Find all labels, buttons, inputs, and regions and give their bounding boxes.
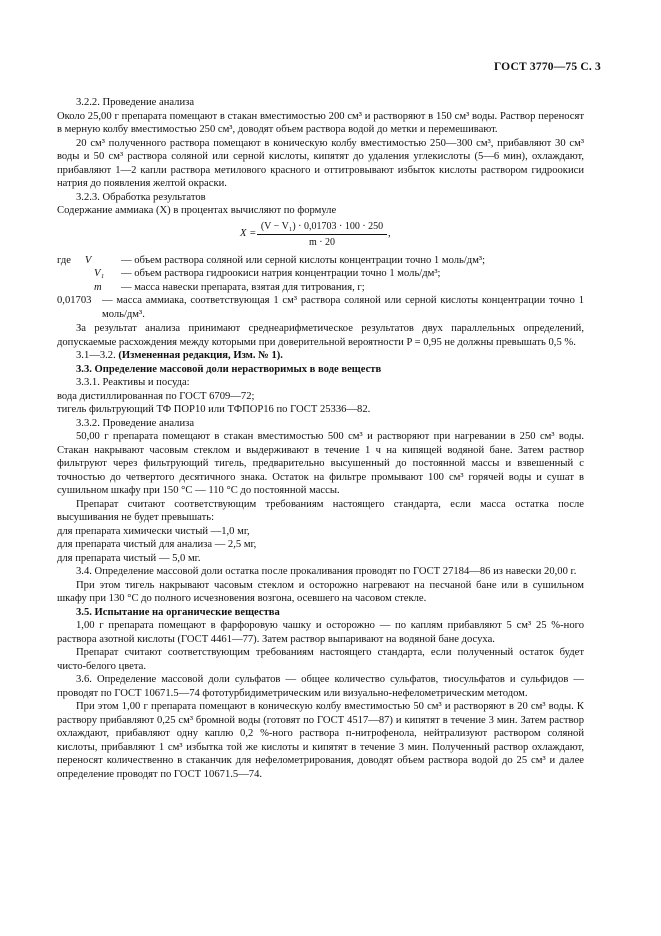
definition-row [57, 281, 584, 295]
definition-text: — масса навески препарата, взятая для титрования, г; [121, 281, 365, 293]
paragraph: За результат анализа принимают среднеарифметическое результатов двух параллельных определений, допускаемые расхождения между которыми при доверительной вероятности P = 0,95 не должны превышать 0,5 %. [57, 323, 584, 348]
paragraph: При этом тигель накрывают часовым стеклом и осторожно нагревают на песчаной бане или в сушильном шкафу при 130 °С до полного исчезновения возгона, осевшего на часовом стекле. [57, 579, 584, 604]
list-item: тигель фильтрующий ТФ ПОР10 или ТФПОР16 по ГОСТ 25336—82. [57, 404, 371, 415]
paragraph: Около 25,00 г препарата помещают в стакан вместимостью 200 см³ и растворяют в 150 см³ воды. Раствор переносят в мерную колбу вместимостью 250 см³, доводят объем раствора водой до метки и перемешивают. [57, 110, 584, 135]
section-3-3-1-title: 3.3.1. Реактивы и посуда: [76, 377, 190, 388]
definition-text: — объем раствора гидроокиси натрия концентрации точно 1 моль/дм³; [121, 268, 441, 279]
paragraph: Препарат считают соответствующим требованиям настоящего стандарта, если масса остатка после высушивания не будет превышать: [57, 498, 584, 523]
definition-row [57, 267, 584, 281]
amendment-note: 3.1—3.2. (Измененная редакция, Изм. № 1). [76, 350, 283, 361]
formula-denominator: m · 20 [308, 236, 336, 248]
section-3-6: 3.6. Определение массовой доли сульфатов — общее количество сульфатов, тиосульфатов и сульфидов — проводят по ГОСТ 10671.5—74 фототурбидиметрическим или визуально-нефелометрическим методом. [57, 674, 584, 699]
section-3-3-2-title: 3.3.2. Проведение анализа [76, 417, 195, 429]
list-item: для препарата чистый для анализа — 2,5 мг, [57, 539, 257, 550]
document-body [57, 96, 584, 781]
formula-comma: , [388, 227, 391, 239]
list-item: для препарата чистый — 5,0 мг. [57, 552, 201, 564]
formula-definitions [57, 254, 584, 322]
definition-label: V₁ [94, 268, 105, 279]
paragraph: 50,00 г препарата помещают в стакан вместимостью 500 см³ и растворяют при нагревании в 250 см³ воды. Стакан накрывают часовым стеклом и выдерживают в течение 1 ч на кипящей водяной бане. Затем раствор фильтруют через фильтрующий тигель, предварительно высушенный до постоянной массы и взвешенный с точностью до четвертого десятичного знака. Остаток на фильтре промывают 100 см³ горячей воды и сушат в сушильном шкафу при 150 °С — 110 °С до постоянной массы. [57, 431, 584, 496]
section-3-4: 3.4. Определение массовой доли остатка после прокаливания проводят по ГОСТ 27184—86 из навески 20,00 г. [76, 566, 577, 577]
definition-label: где V [57, 254, 92, 266]
paragraph: При этом 1,00 г препарата помещают в коническую колбу вместимостью 50 см³ и растворяют в 20 см³ воды. К раствору прибавляют 0,25 см³ бромной воды (готовят по ГОСТ 4517—87) и кипятят в течение 3 мин. Затем раствор охлаждают, прибавляют одну каплю 0,2 %-ного раствора п-нитрофенола, нейтрализуют раствором соляной кислоты, прибавляют 1 см³ избытка той же кислоты и кипятят в течение 3 мин. Полученный раствор охлаждают, переносят количественно в стаканчик для нефелометрирования, доводят объем раствора водой до 25 см³ и далее определение проводят по ГОСТ 10671.5—74. [57, 701, 584, 780]
list-item: вода дистиллированная по ГОСТ 6709—72; [57, 390, 255, 402]
definition-label: m [94, 281, 102, 293]
section-3-2-2-title: 3.2.2. Проведение анализа [76, 97, 195, 108]
section-3-2-3-title: 3.2.3. Обработка результатов [76, 191, 206, 203]
definition-label: 0,01703 [57, 295, 92, 306]
formula-lhs: X = [240, 227, 257, 239]
definition-row [57, 294, 584, 321]
paragraph: Содержание аммиака (X) в процентах вычисляют по формуле [57, 205, 337, 216]
formula [57, 220, 584, 252]
section-3-3-title: 3.3. Определение массовой доли нерастворимых в воде веществ [76, 363, 382, 375]
definition-text: — масса аммиака, соответствующая 1 см³ раствора соляной или серной кислоты концентрации точно 1 моль/дм³. [102, 295, 584, 320]
list-item: для препарата химически чистый —1,0 мг, [57, 525, 250, 537]
section-3-5-title: 3.5. Испытание на органические вещества [76, 606, 280, 618]
page-header: ГОСТ 3770—75 С. 3 [493, 61, 601, 73]
paragraph: 1,00 г препарата помещают в фарфоровую чашку и осторожно — по каплям прибавляют 5 см³ 25 %-ного раствора азотной кислоты (ГОСТ 4461—77). Затем раствор выпаривают на водяной бане досуха. [57, 620, 584, 645]
paragraph: 20 см³ полученного раствора помещают в коническую колбу вместимостью 250—300 см³, прибавляют 30 см³ воды и 50 см³ раствора соляной или серной кислоты, кипятят до удаления углекислоты (5—6 мин), охлаждают, прибавляют 1—2 капли раствора метилового красного и оттитровывают избыток кислоты раствором гидроокиси натрия до появления желтой окраски. [57, 137, 584, 189]
paragraph: Препарат считают соответствующим требованиям настоящего стандарта, если полученный остаток будет чисто-белого цвета. [57, 647, 584, 672]
definition-text: — объем раствора соляной или серной кислоты концентрации точно 1 моль/дм³; [121, 254, 486, 266]
formula-numerator: (V − V₁) · 0,01703 · 100 · 250 [257, 220, 387, 236]
definition-row [57, 254, 584, 268]
